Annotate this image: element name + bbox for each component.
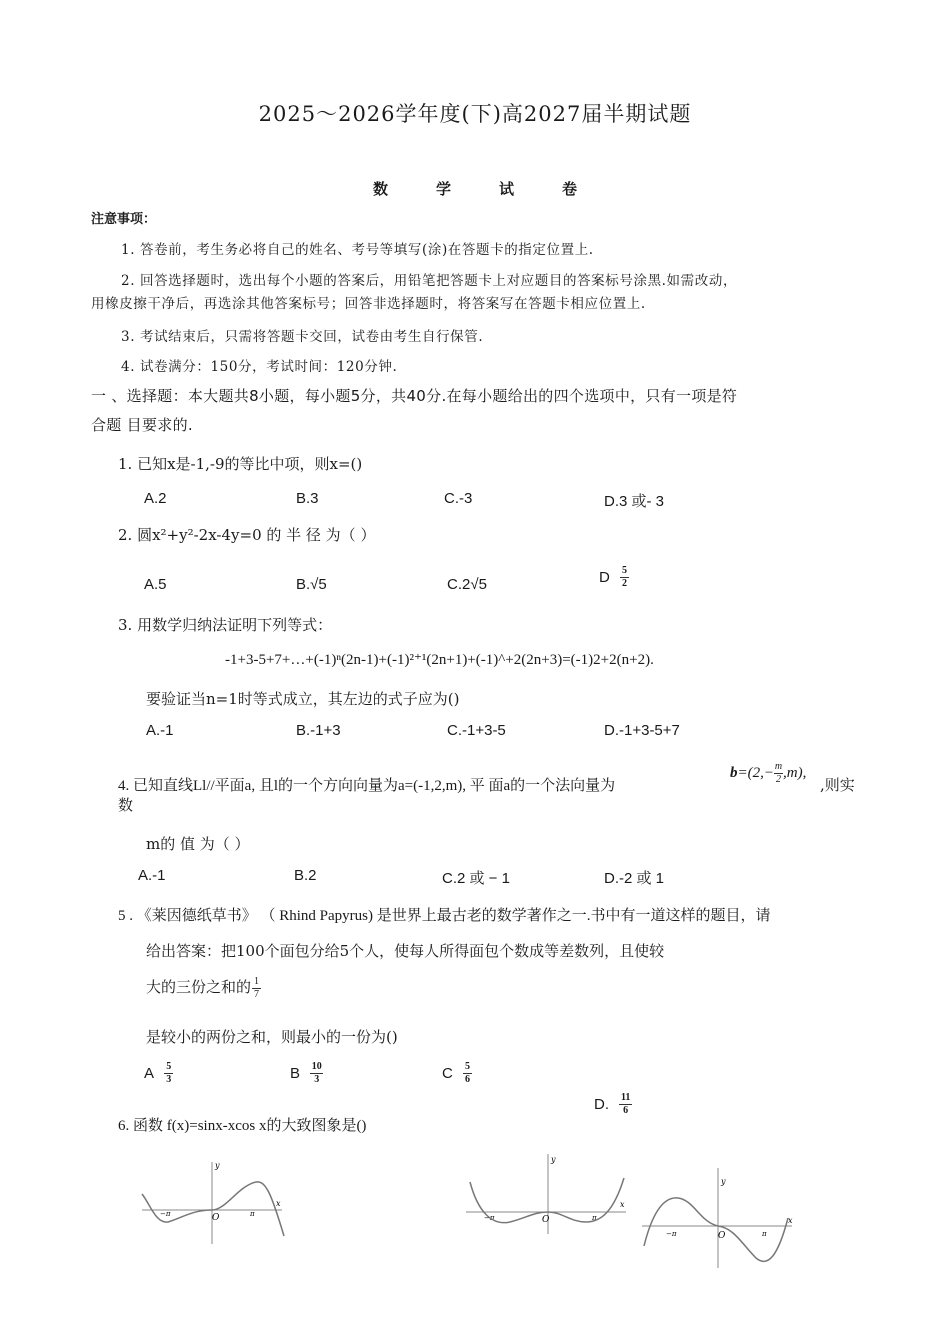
notice-item: 用橡皮擦干净后，再选涂其他答案标号；回答非选择题时，将答案写在答题卡相应位置上. xyxy=(91,296,646,312)
q4-option-a: A.-1 xyxy=(138,867,166,884)
pi-label: π xyxy=(250,1210,255,1218)
question-4-stem: 4. 已知直线Ll//平面a, 且l的一个方向向量为a=(-1,2,m), 平 面a的一个法向量为 xyxy=(118,778,616,794)
y-axis-label: y xyxy=(215,1161,220,1170)
question-5-stem: 5 . 《莱因德纸草书》 （ Rhind Papyrus) 是世界上最古老的数学著作之一.书中有一道这样的题目，请 xyxy=(118,908,771,924)
q2-option-a: A.5 xyxy=(144,576,167,593)
notice-heading: 注意事项： xyxy=(91,212,157,227)
question-2-stem: 2. 圆x²+y²-2x-4y=0 的 半 径 为（ ） xyxy=(118,526,376,544)
notice-item: 2. 回答选择题时，选出每个小题的答案后，用铅笔把答题卡上对应题目的答案标号涂黑.如需改动， xyxy=(121,273,738,289)
numerator: 1 xyxy=(254,975,260,987)
q5-stem-line3 xyxy=(146,976,261,1000)
q5-option-b-letter: B xyxy=(290,1065,301,1082)
q5-option-c xyxy=(442,1062,472,1085)
notice-item: 1. 答卷前，考生务必将自己的姓名、考号等填写(涂)在答题卡的指定位置上. xyxy=(121,242,594,258)
subject-char: 学 xyxy=(435,180,451,198)
notice-item: 4. 试卷满分：150分，考试时间：120分钟. xyxy=(121,359,398,375)
question-1-stem: 1. 已知x是-1,-9的等比中项，则x=() xyxy=(118,455,363,473)
q3-option-d: D.-1+3-5+7 xyxy=(604,722,680,739)
q6-graph-a xyxy=(138,1156,298,1250)
y-axis-label: y xyxy=(721,1177,726,1186)
numerator: 5 xyxy=(465,1061,471,1072)
denominator: 3 xyxy=(166,1074,172,1085)
denominator: 6 xyxy=(623,1105,629,1116)
q2-option-c: C.2√5 xyxy=(447,576,487,593)
q4-stem-tail: ,则实 xyxy=(820,776,855,794)
numerator: 5 xyxy=(166,1061,172,1072)
q6-graph-c xyxy=(638,1160,798,1274)
neg-pi-label: −π xyxy=(666,1230,677,1238)
origin-label: O xyxy=(212,1213,220,1223)
q5-option-a-letter: A xyxy=(144,1065,155,1082)
pi-label: π xyxy=(762,1230,767,1238)
q1-option-b: B.3 xyxy=(296,490,319,507)
subject-char: 数 xyxy=(372,180,388,198)
fraction xyxy=(164,1062,173,1085)
origin-label: O xyxy=(542,1215,550,1225)
fraction xyxy=(620,566,629,589)
q1-option-c: C.-3 xyxy=(444,490,473,507)
q5-option-d xyxy=(594,1093,632,1116)
section-heading-cont: 合题 目要求的. xyxy=(91,416,193,434)
q4-stem-cont: 数 xyxy=(118,796,134,814)
pi-label: π xyxy=(592,1214,597,1222)
q1-option-a: A.2 xyxy=(144,490,167,507)
x-axis-label: x xyxy=(620,1200,625,1209)
q1-option-d: D.3 或- 3 xyxy=(604,493,665,510)
q2-option-d xyxy=(599,566,629,589)
subject-char: 卷 xyxy=(562,180,578,198)
x-axis-label: x xyxy=(276,1199,281,1208)
q5-option-d-letter: D. xyxy=(594,1096,609,1113)
page-title: 2025～2026学年度(下)高2027届半期试题 xyxy=(258,102,692,126)
q4-option-d: D.-2 或 1 xyxy=(604,870,665,887)
q3-option-c: C.-1+3-5 xyxy=(447,722,506,739)
denominator: 6 xyxy=(465,1074,471,1085)
q3-option-a: A.-1 xyxy=(146,722,174,739)
q5-option-b xyxy=(290,1062,323,1085)
q3-option-b: B.-1+3 xyxy=(296,722,341,739)
numerator: 5 xyxy=(622,565,628,576)
q5-option-a xyxy=(144,1062,173,1085)
question-3-stem: 3. 用数学归纳法证明下列等式： xyxy=(118,616,333,634)
q6-graph-b xyxy=(462,1150,632,1244)
q5-option-c-letter: C xyxy=(442,1065,453,1082)
y-axis-label: y xyxy=(551,1155,556,1164)
q4-option-c: C.2 或 − 1 xyxy=(442,870,510,887)
q5-stem-text: 大的三份之和的 xyxy=(146,978,252,996)
fraction xyxy=(252,977,261,1000)
denominator: 7 xyxy=(254,988,260,1000)
fraction xyxy=(619,1093,632,1116)
x-axis-label: x xyxy=(788,1216,793,1225)
q3-prompt: 要验证当n=1时等式成立，其左边的式子应为() xyxy=(146,690,460,708)
q2-option-b: B.√5 xyxy=(296,576,327,593)
q5-stem-line4: 是较小的两份之和，则最小的一份为() xyxy=(146,1028,398,1046)
numerator: 11 xyxy=(620,1092,631,1103)
q4-stem-line3: m的 值 为（ ） xyxy=(146,835,250,853)
q4-option-b: B.2 xyxy=(294,867,317,884)
fraction xyxy=(310,1062,323,1085)
section-heading: 一 、选择题：本大题共8小题，每小题5分，共40分.在每小题给出的四个选项中，只有一项是符 xyxy=(91,387,738,405)
numerator: 10 xyxy=(311,1061,322,1072)
q5-stem-line2: 给出答案：把100个面包分给5个人，使每人所得面包个数成等差数列，且使较 xyxy=(146,942,665,960)
neg-pi-label: −π xyxy=(484,1214,495,1222)
question-6-stem: 6. 函数 f(x)=sinx-xcos x的大致图象是() xyxy=(118,1118,367,1134)
curve xyxy=(142,1182,284,1236)
q4-normal-vector: b=(2,− $\frac{m}{2}$ ,m), xyxy=(730,761,807,785)
q3-formula: -1+3-5+7+…+(-1)ⁿ(2n-1)+(-1)²⁺¹(2n+1)+(-1)^+2(2n+3)=(-1)2+2(n+2). xyxy=(225,652,654,668)
neg-pi-label: −π xyxy=(160,1210,171,1218)
fraction xyxy=(463,1062,472,1085)
denominator: 3 xyxy=(314,1074,320,1085)
origin-label: O xyxy=(718,1231,726,1241)
subject-char: 试 xyxy=(499,180,515,198)
denominator: 2 xyxy=(622,578,628,589)
notice-item: 3. 考试结束后，只需将答题卡交回，试卷由考生自行保管. xyxy=(121,329,484,345)
q2-option-d-letter: D xyxy=(599,569,610,586)
exam-subject xyxy=(0,178,950,199)
